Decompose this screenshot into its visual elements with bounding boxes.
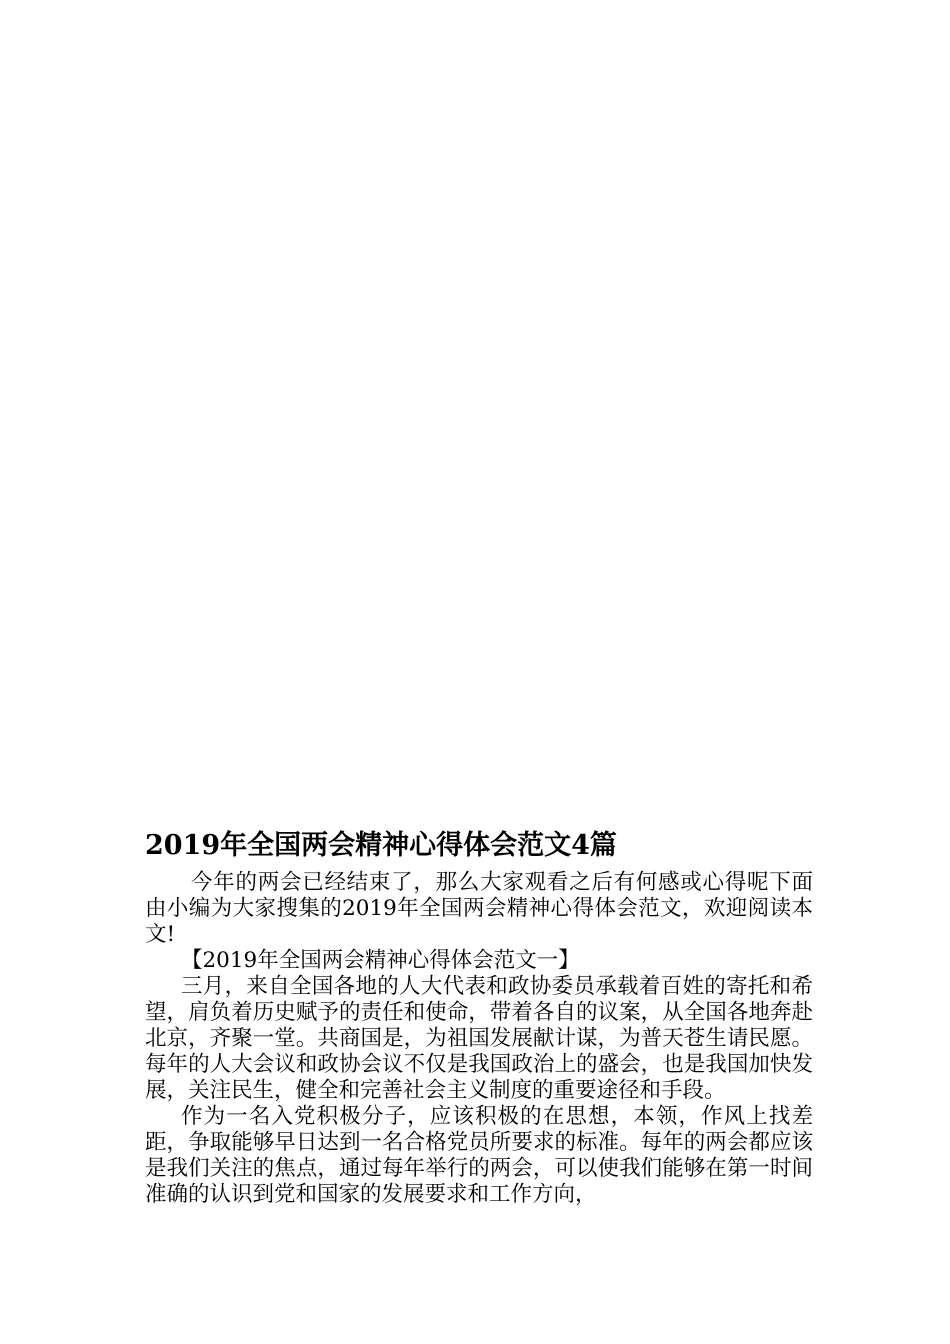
section-heading: 【2019年全国两会精神心得体会范文一】 xyxy=(181,948,580,973)
document-body xyxy=(145,870,813,1208)
document-title: 2019年全国两会精神心得体会范文4篇 xyxy=(145,830,617,861)
body-paragraph-1: 三月，来自全国各地的人大代表和政协委员承载着百姓的寄托和希望，肩负着历史赋予的责任和使命，带着各自的议案，从全国各地奔赴北京，齐聚一堂。共商国是，为祖国发展献计谋，为普天苍生请民愿。每年的人大会议和政协会议不仅是我国政治上的盛会，也是我国加快发展，关注民生，健全和完善社会主义制度的重要途径和手段。 xyxy=(145,974,813,1103)
intro-paragraph: 今年的两会已经结束了，那么大家观看之后有何感或心得呢下面由小编为大家搜集的2019年全国两会精神心得体会范文，欢迎阅读本文! xyxy=(145,870,813,947)
body-paragraph-2: 作为一名入党积极分子，应该积极的在思想，本领，作风上找差距，争取能够早日达到一名合格党员所要求的标准。每年的两会都应该是我们关注的焦点，通过每年举行的两会，可以使我们能够在第一时间准确的认识到党和国家的发展要求和工作方向， xyxy=(145,1104,813,1207)
